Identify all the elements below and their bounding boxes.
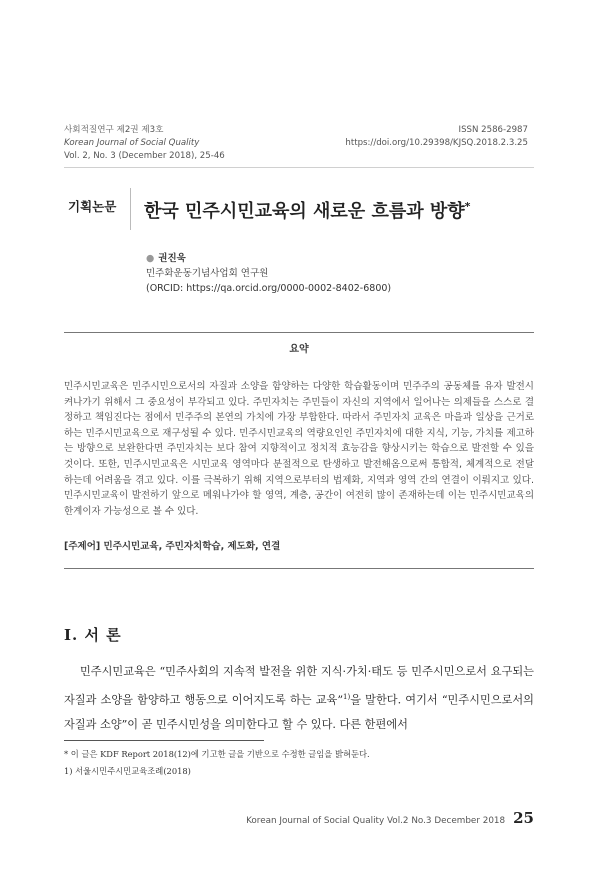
abstract-bottom-rule — [64, 568, 534, 569]
journal-volume: Vol. 2, No. 3 (December 2018), 25-46 — [64, 151, 225, 161]
article-title-text: 한국 민주시민교육의 새로운 흐름과 방향 — [144, 201, 465, 222]
footnote-rule — [64, 740, 264, 741]
author-orcid[interactable]: (ORCID: https://qa.orcid.org/0000-0002-8402-6800) — [146, 283, 392, 294]
issn: ISSN 2586-2987 — [458, 125, 528, 135]
body-text-b: 을 말한다. 여기서 “민주시민으로서의 자질과 소양”이 곧 민주시민성을 의미한다고 할 수 있다. 다른 한편에서 — [64, 693, 534, 731]
author-name: 권진욱 — [158, 253, 186, 264]
footnote-ref[interactable]: 1) — [343, 692, 351, 701]
abstract-heading: 요약 — [289, 344, 309, 355]
body-paragraph — [64, 660, 534, 737]
footnote-star: * 이 글은 KDF Report 2018(12)에 기고한 글을 기반으로 수정한 글임을 밝혀둔다. — [64, 749, 370, 759]
article-title — [144, 197, 470, 223]
footnotes — [64, 746, 370, 780]
author-bullet-icon: ● — [146, 253, 155, 264]
abstract-top-rule — [64, 332, 534, 333]
footer-journal: Korean Journal of Social Quality Vol.2 No.3 December 2018 — [246, 816, 506, 826]
doi-link[interactable]: https://doi.org/10.29398/KJSQ.2018.2.3.25 — [345, 138, 528, 148]
keywords: [주제어] 민주시민교육, 주민자치학습, 제도화, 연결 — [64, 541, 281, 552]
journal-info — [64, 124, 225, 163]
section-title: Ⅰ. 서 론 — [64, 626, 122, 644]
body-text-a: 민주시민교육은 “민주사회의 지속적 발전을 위한 지식·가치·태도 등 민주시민으로서 요구되는 자질과 소양을 함양하고 행동으로 이어지도록 하는 교육” — [64, 665, 534, 707]
page-footer — [246, 809, 534, 827]
footnote-1: 1) 서울시민주시민교육조례(2018) — [64, 766, 191, 776]
journal-identifiers — [345, 124, 528, 150]
abstract-text: 민주시민교육은 민주시민으로서의 자질과 소양을 함양하는 다양한 학습활동이며 민주주의 공동체를 유자 발전시켜나가기 위해서 그 중요성이 부각되고 있다. 주민자치는 주민들이 자신의 지역에서 일어나는 의제들을 스스로 결정하고 책임진다는 점에서 민주주의 본연의 가치에 가장 부합한다. 따라서 주민자치 교육은 마을과 일상을 근거로 하는 민주시민교육으로 재구성될 수 있다. 민주시민교육의 역량요인인 주민자치에 대한 지식, 기능, 가치를 제고하는 방향으로 보완한다면 주민자치는 보다 참여 지향적이고 정치적 효능감을 향상시키는 학습으로 발전할 수 있을 것이다. 또한, 민주시민교육은 시민교육 영역마다 분절적으로 탄생하고 발전해옴으로써 통합적, 체계적으로 전달하는데 어려움을 겪고 있다. 이를 극복하기 위해 지역으로부터의 법제화, 지역과 영역 간의 연결이 이뤄지고 있다. 민주시민교육이 발전하기 앞으로 메워나가야 할 영역, 계층, 공간이 여전히 많이 존재하는데 이는 민주시민교육의 한계이자 가능성으로 볼 수 있다. — [64, 381, 534, 517]
title-footnote-mark[interactable]: * — [464, 200, 471, 213]
journal-name-kr: 사회적질연구 제2권 제3호 — [64, 125, 164, 135]
page-number: 25 — [513, 809, 534, 827]
author-affiliation: 민주화운동기념사업회 연구원 — [146, 268, 269, 279]
journal-name-en: Korean Journal of Social Quality — [64, 138, 200, 148]
article-type-label: 기획논문 — [68, 199, 117, 214]
title-divider — [130, 188, 131, 230]
author-block — [146, 251, 391, 296]
header-divider — [64, 167, 534, 168]
